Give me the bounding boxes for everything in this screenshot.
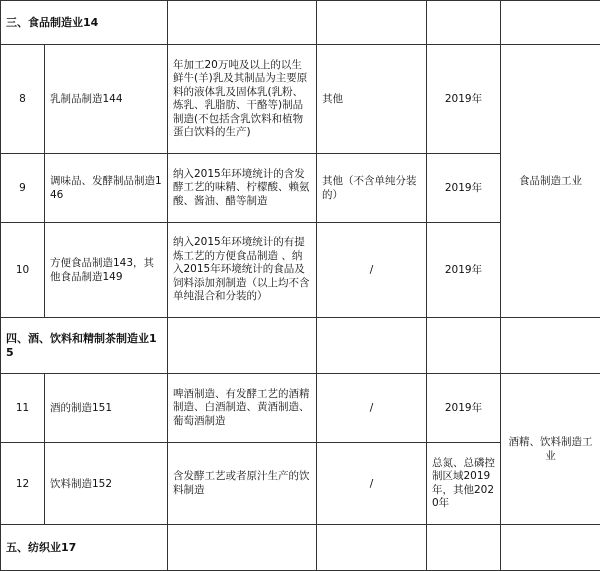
scope-text: 年加工20万吨及以上的以生鲜牛(羊)乳及其制品为主要原料的液体乳及固体乳(乳粉、炼乳、乳脂肪、干酪等)制品制造(不包括含乳饮料和植物蛋白饮料的生产) <box>168 45 317 154</box>
other-scope: 其他（不含单纯分装的） <box>317 154 427 223</box>
other-scope: / <box>317 443 427 525</box>
scope-text: 纳入2015年环境统计的含发酵工艺的味精、柠檬酸、赖氨酸、酱油、醋等制造 <box>168 154 317 223</box>
deadline-year: 2019年 <box>427 45 501 154</box>
section-title-drinks: 四、酒、饮料和精制茶制造业15 <box>1 318 168 374</box>
table-row <box>1 374 600 443</box>
section-row-food <box>1 1 600 45</box>
empty-cell <box>168 1 317 45</box>
other-scope: 其他 <box>317 45 427 154</box>
section-row-textile <box>1 525 600 571</box>
scope-text: 纳入2015年环境统计的有提炼工艺的方便食品制造 、纳入2015年环境统计的食品及饲料添加剂制造（以上均不含单纯混合和分装的） <box>168 223 317 318</box>
row-number: 8 <box>1 45 45 154</box>
row-number: 10 <box>1 223 45 318</box>
empty-cell <box>501 1 600 45</box>
row-number: 9 <box>1 154 45 223</box>
industry-name: 酒的制造151 <box>45 374 168 443</box>
other-scope: / <box>317 223 427 318</box>
row-number: 12 <box>1 443 45 525</box>
industry-name: 饮料制造152 <box>45 443 168 525</box>
empty-cell <box>168 525 317 571</box>
empty-cell <box>501 318 600 374</box>
industry-name: 调味品、发酵制品制造146 <box>45 154 168 223</box>
empty-cell <box>317 318 427 374</box>
section-row-drinks <box>1 318 600 374</box>
industry-name: 方便食品制造143，其他食品制造149 <box>45 223 168 318</box>
empty-cell <box>168 318 317 374</box>
empty-cell <box>427 318 501 374</box>
deadline-year: 2019年 <box>427 154 501 223</box>
table-row <box>1 45 600 154</box>
deadline-year: 总氮、总磷控制区域2019年，其他2020年 <box>427 443 501 525</box>
empty-cell <box>427 525 501 571</box>
row-number: 11 <box>1 374 45 443</box>
section-title-textile: 五、纺织业17 <box>1 525 168 571</box>
deadline-year: 2019年 <box>427 223 501 318</box>
other-scope: / <box>317 374 427 443</box>
empty-cell <box>427 1 501 45</box>
group-food-industry: 食品制造工业 <box>501 45 600 318</box>
scope-text: 含发酵工艺或者原汁生产的饮料制造 <box>168 443 317 525</box>
section-title-food: 三、食品制造业14 <box>1 1 168 45</box>
group-drinks-industry: 酒精、饮料制造工业 <box>501 374 600 525</box>
empty-cell <box>501 525 600 571</box>
industry-name: 乳制品制造144 <box>45 45 168 154</box>
empty-cell <box>317 1 427 45</box>
scope-text: 啤酒制造、有发酵工艺的酒精制造、白酒制造、黄酒制造、葡萄酒制造 <box>168 374 317 443</box>
deadline-year: 2019年 <box>427 374 501 443</box>
empty-cell <box>317 525 427 571</box>
